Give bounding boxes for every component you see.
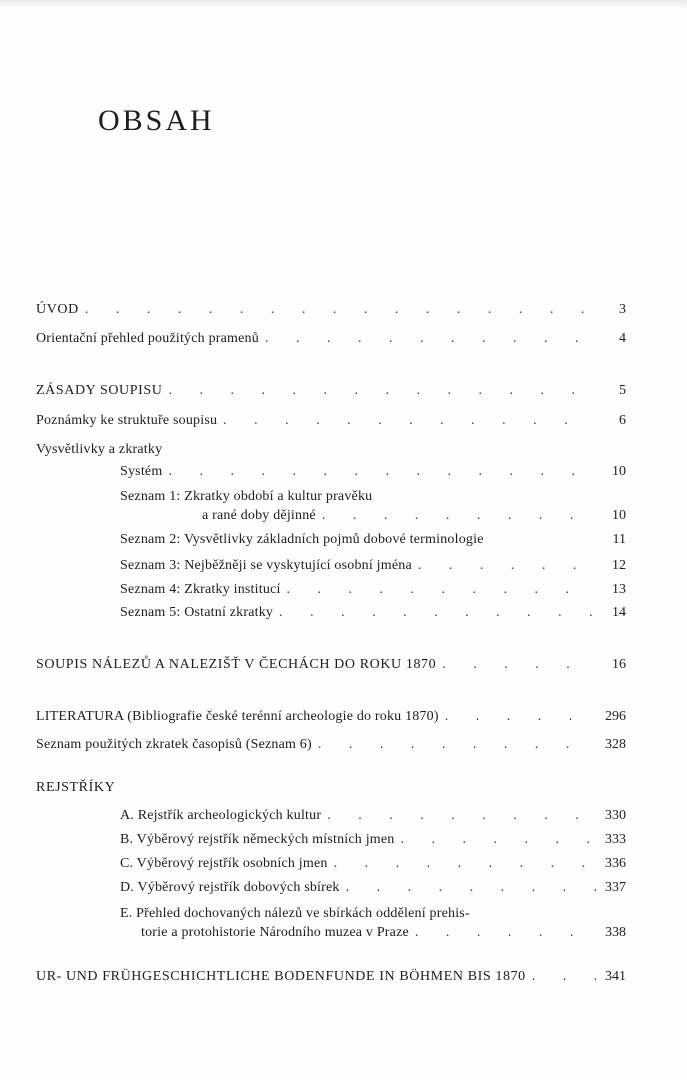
toc-entry-seznam-5[interactable] — [120, 603, 626, 623]
dot-leader — [279, 603, 596, 623]
dot-leader — [169, 381, 596, 401]
toc-entry-rejstriky[interactable] — [36, 778, 626, 798]
toc-entry-label: D. Výběrový rejstřík dobových sbírek — [120, 880, 340, 895]
dot-leader — [532, 967, 596, 987]
toc-page-number: 4 — [619, 331, 626, 346]
toc-entry-rejstrik-b[interactable] — [120, 830, 626, 850]
toc-entry-label: UR- UND FRÜHGESCHICHTLICHE BODENFUNDE IN BÖHMEN BIS 1870 — [36, 969, 526, 984]
toc-entry-label: Orientační přehled použitých pramenů — [36, 331, 259, 346]
dot-leader — [418, 556, 596, 576]
dot-leader — [415, 923, 596, 943]
toc-entry-literatura[interactable] — [36, 707, 626, 727]
toc-entry-vysvetlivky[interactable] — [36, 440, 626, 460]
toc-page-number: 333 — [605, 832, 626, 847]
toc-page-number: 11 — [612, 532, 626, 547]
page-title: OBSAH — [98, 104, 215, 138]
toc-entry-label: Seznam 1: Zkratky období a kultur pravěku — [120, 489, 373, 504]
toc-page-number: 341 — [605, 969, 626, 984]
dot-leader — [265, 329, 596, 349]
toc-entry-poznamky[interactable] — [36, 411, 626, 431]
toc-entry-seznam-4[interactable] — [120, 580, 626, 600]
toc-entry-label: SOUPIS NÁLEZŮ A NALEZIŠŤ V ČECHÁCH DO ROKU 1870 — [36, 657, 437, 672]
toc-page-number: 336 — [605, 856, 626, 871]
toc-entry-label: LITERATURA (Bibliografie české terénní archeologie do roku 1870) — [36, 709, 439, 724]
dot-leader — [223, 411, 596, 431]
toc-page-number: 5 — [619, 383, 626, 398]
toc-entry-seznam-2[interactable] — [120, 530, 626, 550]
dot-leader — [445, 707, 596, 727]
toc-entry-soupis-nalezu[interactable] — [36, 655, 626, 675]
toc-entry-label: ÚVOD — [36, 302, 79, 317]
toc-page-number: 13 — [612, 582, 626, 597]
toc-page-number: 328 — [605, 737, 626, 752]
toc-entry-system[interactable] — [120, 462, 626, 482]
toc-entry-label: Seznam použitých zkratek časopisů (Seznam 6) — [36, 737, 312, 752]
toc-entry-label: Seznam 5: Ostatní zkratky — [120, 605, 274, 620]
toc-entry-seznam-zkratek-casopisu[interactable] — [36, 735, 626, 755]
toc-entry-label: A. Rejstřík archeologických kultur — [120, 808, 322, 823]
toc-page-number: 10 — [612, 508, 626, 523]
toc-entry-label: C. Výběrový rejstřík osobních jmen — [120, 856, 328, 871]
toc-entry-label: torie a protohistorie Národního muzea v Praze — [141, 925, 409, 940]
dot-leader — [85, 300, 596, 320]
dot-leader — [346, 878, 596, 898]
dot-leader — [442, 655, 596, 675]
toc-entry-label: E. Přehled dochovaných nálezů ve sbírkách oddělení prehis- — [120, 906, 470, 921]
toc-page-number: 338 — [605, 925, 626, 940]
toc-page-number: 296 — [605, 709, 626, 724]
toc-entry-rejstrik-c[interactable] — [120, 854, 626, 874]
dot-leader — [334, 854, 596, 874]
toc-entry-label: REJSTŘÍKY — [36, 780, 116, 795]
toc-page-number: 12 — [612, 558, 626, 573]
toc-entry-uvod[interactable] — [36, 300, 626, 320]
toc-entry-zasady-soupisu[interactable] — [36, 381, 626, 401]
toc-entry-label: ZÁSADY SOUPISU — [36, 383, 163, 398]
toc-page-number: 330 — [605, 808, 626, 823]
toc-page-number: 14 — [612, 605, 626, 620]
dot-leader — [168, 462, 596, 482]
toc-page-number: 337 — [605, 880, 626, 895]
toc-page-number: 16 — [612, 657, 626, 672]
toc-page-number: 6 — [619, 413, 626, 428]
toc-entry-label: Seznam 2: Vysvětlivky základních pojmů dobové terminologie — [120, 532, 484, 547]
dot-leader — [322, 506, 596, 526]
toc-entry-seznam-1[interactable] — [120, 487, 626, 507]
toc-entry-label: Vysvětlivky a zkratky — [36, 442, 163, 457]
toc-entry-orientacni-prehled[interactable] — [36, 329, 626, 349]
toc-entry-label: Seznam 4: Zkratky institucí — [120, 582, 281, 597]
toc-entry-rejstrik-d[interactable] — [120, 878, 626, 898]
toc-entry-ur-und-fruhgeschichtliche[interactable] — [36, 967, 626, 987]
toc-entry-prehled-e-cont[interactable] — [141, 923, 626, 943]
toc-entry-label: Seznam 3: Nejběžněji se vyskytující osobní jména — [120, 558, 412, 573]
dot-leader — [401, 830, 597, 850]
toc-entry-label: a rané doby dějinné — [202, 508, 316, 523]
toc-entry-label: Systém — [120, 464, 163, 479]
toc-entry-label: Poznámky ke struktuře soupisu — [36, 413, 218, 428]
toc-entry-label: B. Výběrový rejstřík německých místních jmen — [120, 832, 395, 847]
toc-page-number: 10 — [612, 464, 626, 479]
toc-entry-prehled-e[interactable] — [120, 904, 626, 924]
dot-leader — [287, 580, 596, 600]
dot-leader — [318, 735, 596, 755]
toc-page-number: 3 — [619, 302, 626, 317]
toc-entry-rejstrik-a[interactable] — [120, 806, 626, 826]
toc-entry-seznam-1-cont[interactable] — [202, 506, 626, 526]
toc-entry-seznam-3[interactable] — [120, 556, 626, 576]
dot-leader — [327, 806, 596, 826]
